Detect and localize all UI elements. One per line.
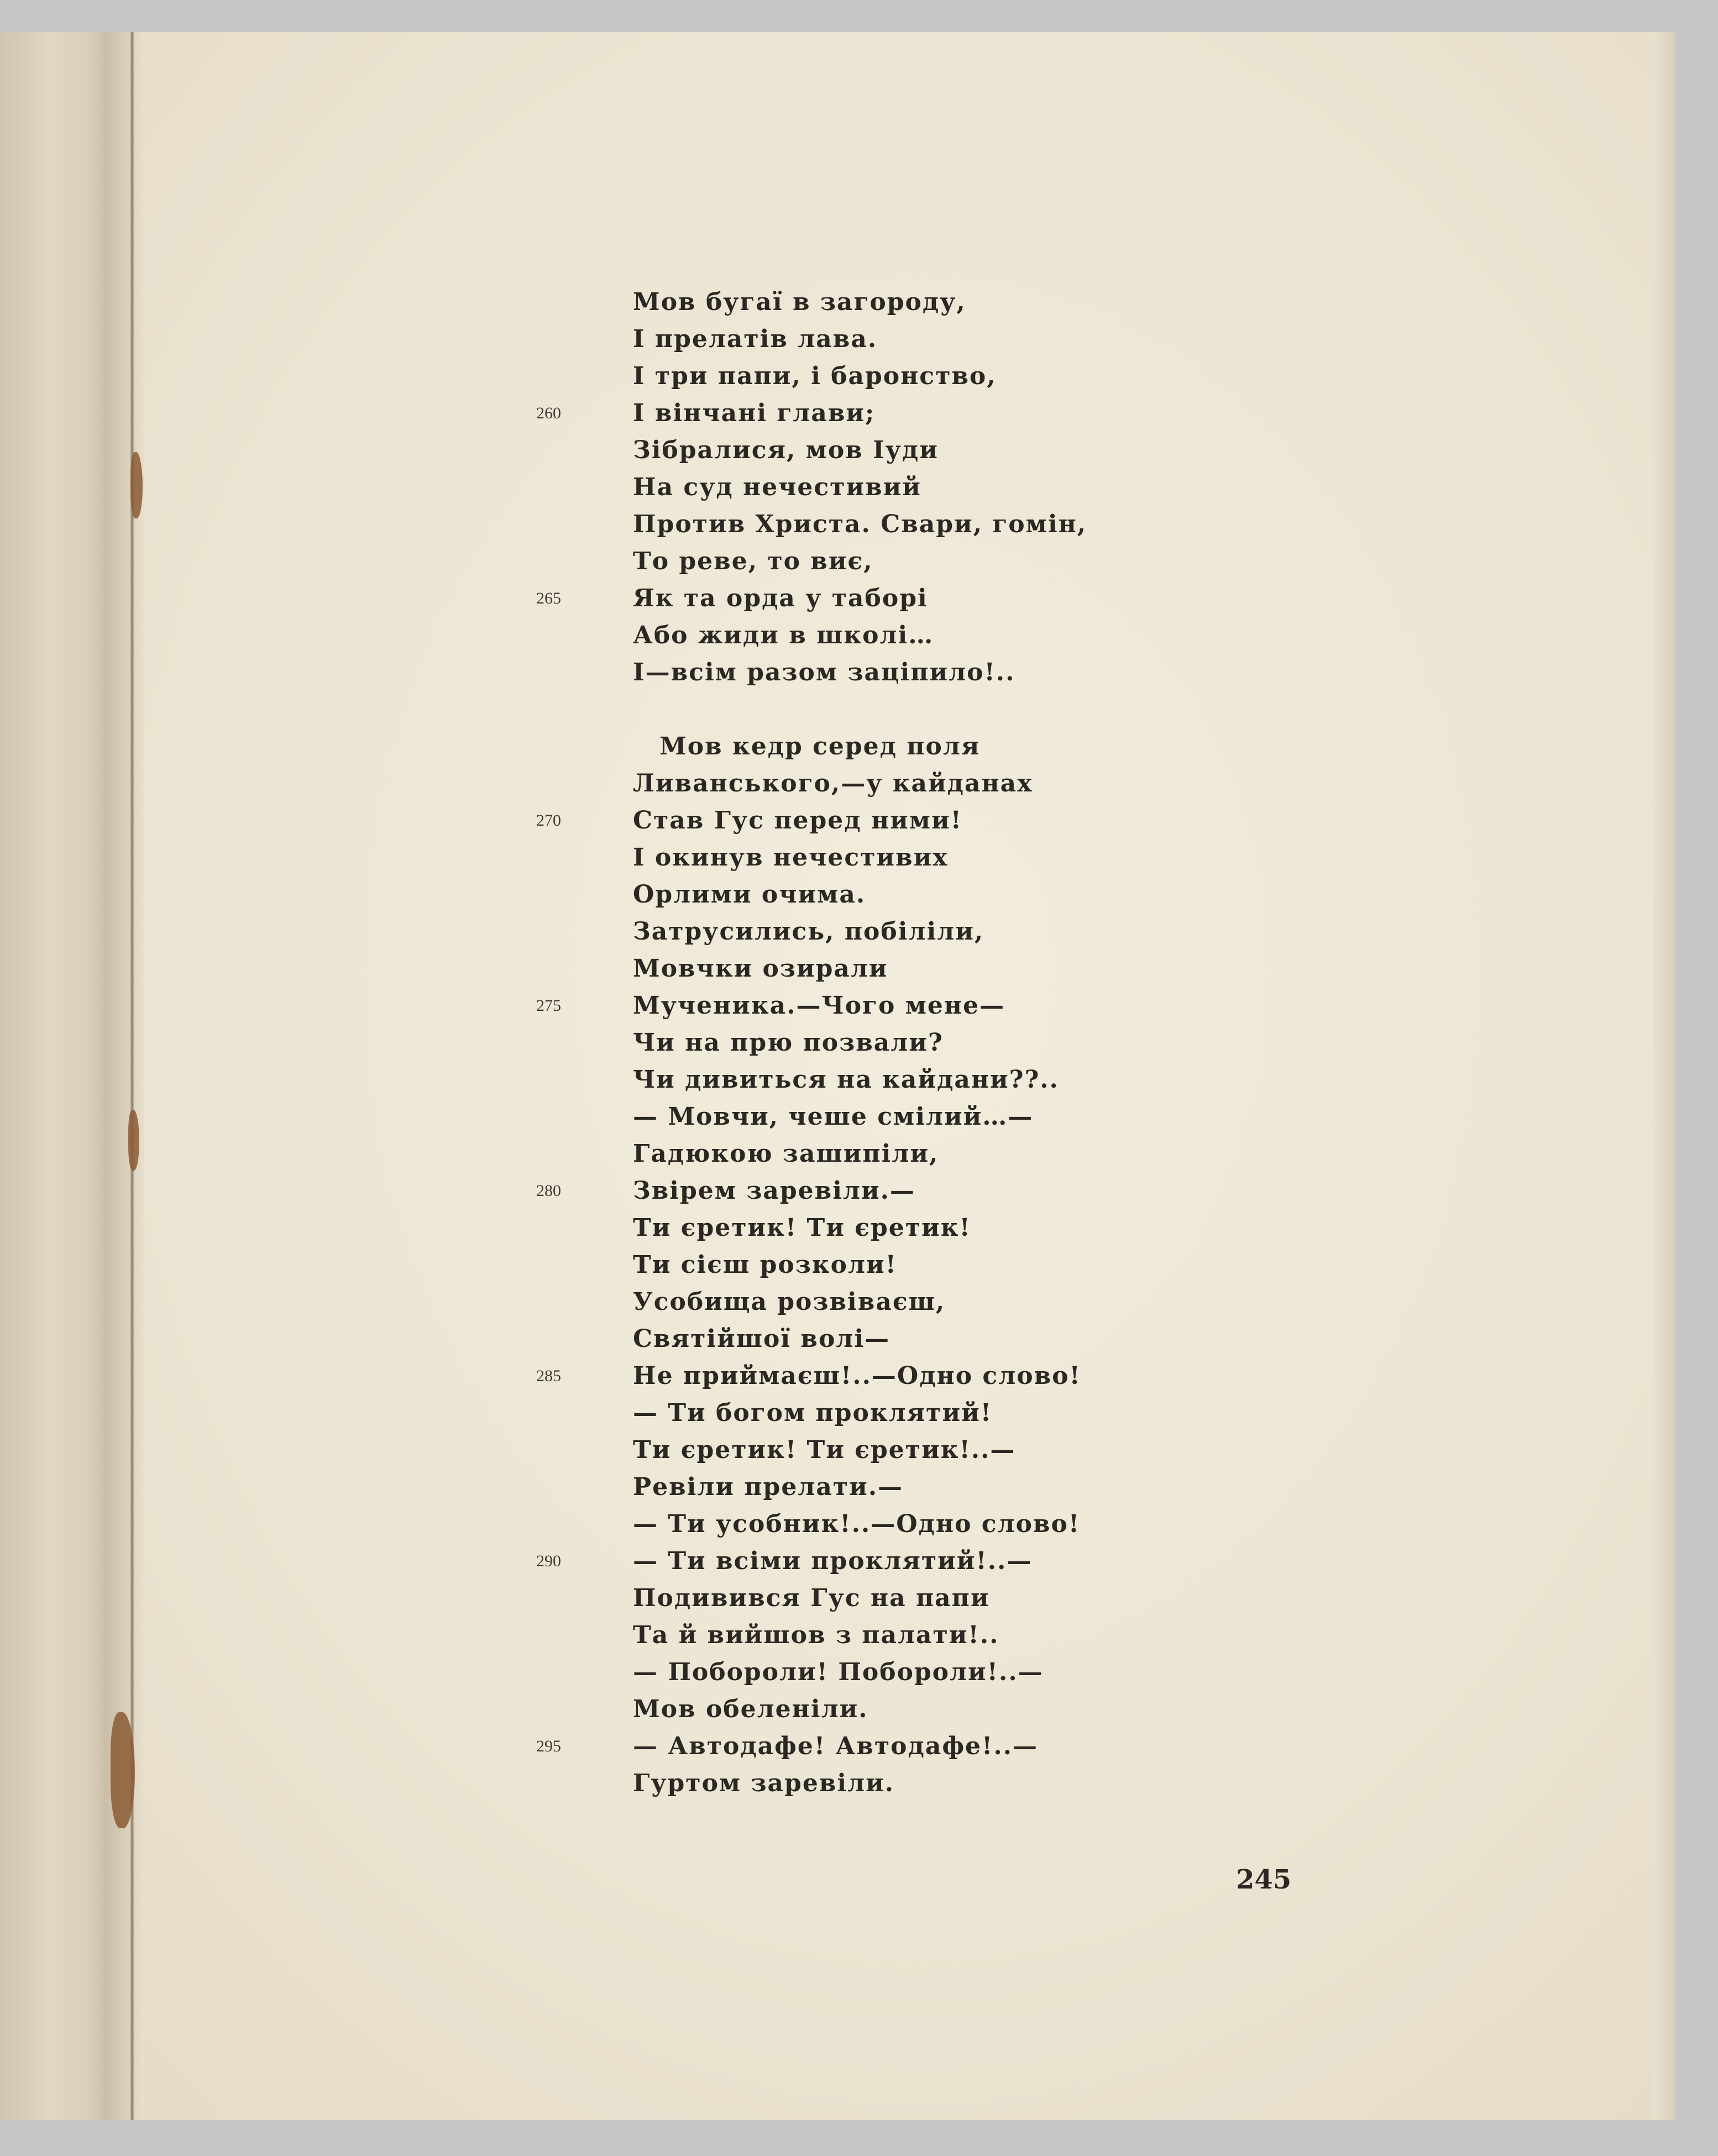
book-page xyxy=(0,32,1675,2120)
poem-line xyxy=(633,1765,1352,1802)
line-text: Ревіли прелати.— xyxy=(633,1473,904,1501)
line-text: Усобища розвіваєш, xyxy=(633,1288,946,1316)
line-text: Ти єретик! Ти єретик!..— xyxy=(633,1436,1016,1464)
poem-line xyxy=(633,1431,1352,1468)
line-text: — Автодафе! Автодафе!..— xyxy=(633,1732,1038,1760)
line-text: Або жиди в школі… xyxy=(633,621,934,649)
line-number: 270 xyxy=(536,811,561,830)
line-text: Ти єретик! Ти єретик! xyxy=(633,1214,971,1242)
poem-line xyxy=(536,802,1352,839)
line-text: І—всім разом заціпило!.. xyxy=(633,658,1015,686)
line-number: 285 xyxy=(536,1367,561,1385)
page-number: 245 xyxy=(1236,1864,1292,1895)
poem-line xyxy=(633,913,1352,950)
line-text: Гуртом заревіли. xyxy=(633,1769,895,1797)
line-number: 290 xyxy=(536,1552,561,1570)
line-text: Чи на прю позвали? xyxy=(633,1029,944,1057)
line-text: Ти сієш розколи! xyxy=(633,1251,897,1279)
poem-line xyxy=(633,654,1352,691)
poem-line xyxy=(633,950,1352,987)
poem-line xyxy=(633,506,1352,543)
poem-line xyxy=(633,1320,1352,1357)
edge-stain xyxy=(128,1110,139,1171)
line-text: — Мовчи, чеше смілий…— xyxy=(633,1103,1034,1131)
poem-line xyxy=(633,839,1352,876)
line-text: Чи дивиться на кайдани??.. xyxy=(633,1066,1059,1094)
stanza-break xyxy=(633,691,1352,728)
poem-line xyxy=(633,1098,1352,1135)
poem-line xyxy=(633,1283,1352,1320)
line-text: Мов кедр серед поля xyxy=(659,732,981,760)
poem-line xyxy=(633,432,1352,469)
line-text: На суд нечестивий xyxy=(633,473,921,501)
poem-line xyxy=(633,1209,1352,1246)
poem-line xyxy=(536,1728,1352,1765)
poem-line xyxy=(633,1505,1352,1543)
poem-text xyxy=(536,284,1352,1802)
poem-line xyxy=(536,1172,1352,1209)
poem-line xyxy=(633,1135,1352,1172)
poem-line xyxy=(536,1357,1352,1394)
line-text: Як та орда у таборі xyxy=(633,584,928,612)
poem-line xyxy=(633,1394,1352,1431)
poem-line xyxy=(633,1468,1352,1505)
line-text: То реве, то виє, xyxy=(633,547,873,575)
poem-line xyxy=(536,395,1352,432)
line-text: Мов бугаї в загороду, xyxy=(633,288,966,316)
poem-line xyxy=(633,876,1352,913)
line-text: Став Гус перед ними! xyxy=(633,806,962,835)
line-text: Звірем заревіли.— xyxy=(633,1177,915,1205)
line-text: І вінчані глави; xyxy=(633,399,876,427)
poem-line xyxy=(633,469,1352,506)
line-number: 260 xyxy=(536,404,561,422)
line-number: 265 xyxy=(536,589,561,607)
poem-line xyxy=(633,543,1352,580)
line-text: — Побороли! Побороли!..— xyxy=(633,1658,1044,1686)
line-text: Зібралися, мов Іуди xyxy=(633,436,939,464)
line-text: Орлими очима. xyxy=(633,880,866,909)
line-text: Мов обеленіли. xyxy=(633,1695,868,1723)
poem-line xyxy=(633,617,1352,654)
line-text: Та й вийшов з палати!.. xyxy=(633,1621,999,1649)
line-text: — Ти усобник!..—Одно слово! xyxy=(633,1510,1081,1538)
line-text: Подивився Гус на папи xyxy=(633,1584,990,1612)
poem-line xyxy=(633,765,1352,802)
poem-line xyxy=(536,987,1352,1024)
line-text: Не приймаєш!..—Одно слово! xyxy=(633,1362,1081,1390)
line-text: І прелатів лава. xyxy=(633,325,878,353)
poem-line xyxy=(633,1024,1352,1061)
poem-line xyxy=(633,1654,1352,1691)
line-number: 280 xyxy=(536,1182,561,1200)
page-edge xyxy=(1653,32,1675,2120)
line-text: Ливанського,—у кайданах xyxy=(633,769,1033,798)
poem-line xyxy=(633,358,1352,395)
line-text: Против Христа. Свари, гомін, xyxy=(633,510,1087,538)
poem-line xyxy=(633,1061,1352,1098)
poem-line xyxy=(633,1617,1352,1654)
poem-line xyxy=(633,321,1352,358)
line-text: І окинув нечестивих xyxy=(633,843,949,872)
line-number: 275 xyxy=(536,996,561,1015)
line-number: 295 xyxy=(536,1737,561,1755)
poem-line xyxy=(633,1246,1352,1283)
poem-line xyxy=(536,580,1352,617)
line-text: — Ти всіми проклятий!..— xyxy=(633,1547,1033,1575)
line-text: Затрусились, побіліли, xyxy=(633,917,984,946)
poem-line xyxy=(633,1691,1352,1728)
poem-line xyxy=(633,728,1352,765)
line-text: Святійшої волі— xyxy=(633,1325,891,1353)
line-text: І три папи, і баронство, xyxy=(633,362,997,390)
poem-line xyxy=(633,1580,1352,1617)
line-text: Мученика.—Чого мене— xyxy=(633,992,1005,1020)
poem-line xyxy=(536,1543,1352,1580)
line-text: Мовчки озирали xyxy=(633,954,888,983)
edge-stain xyxy=(130,452,143,518)
poem-line xyxy=(633,284,1352,321)
line-text: — Ти богом проклятий! xyxy=(633,1399,993,1427)
line-text: Гадюкою зашипіли, xyxy=(633,1140,939,1168)
